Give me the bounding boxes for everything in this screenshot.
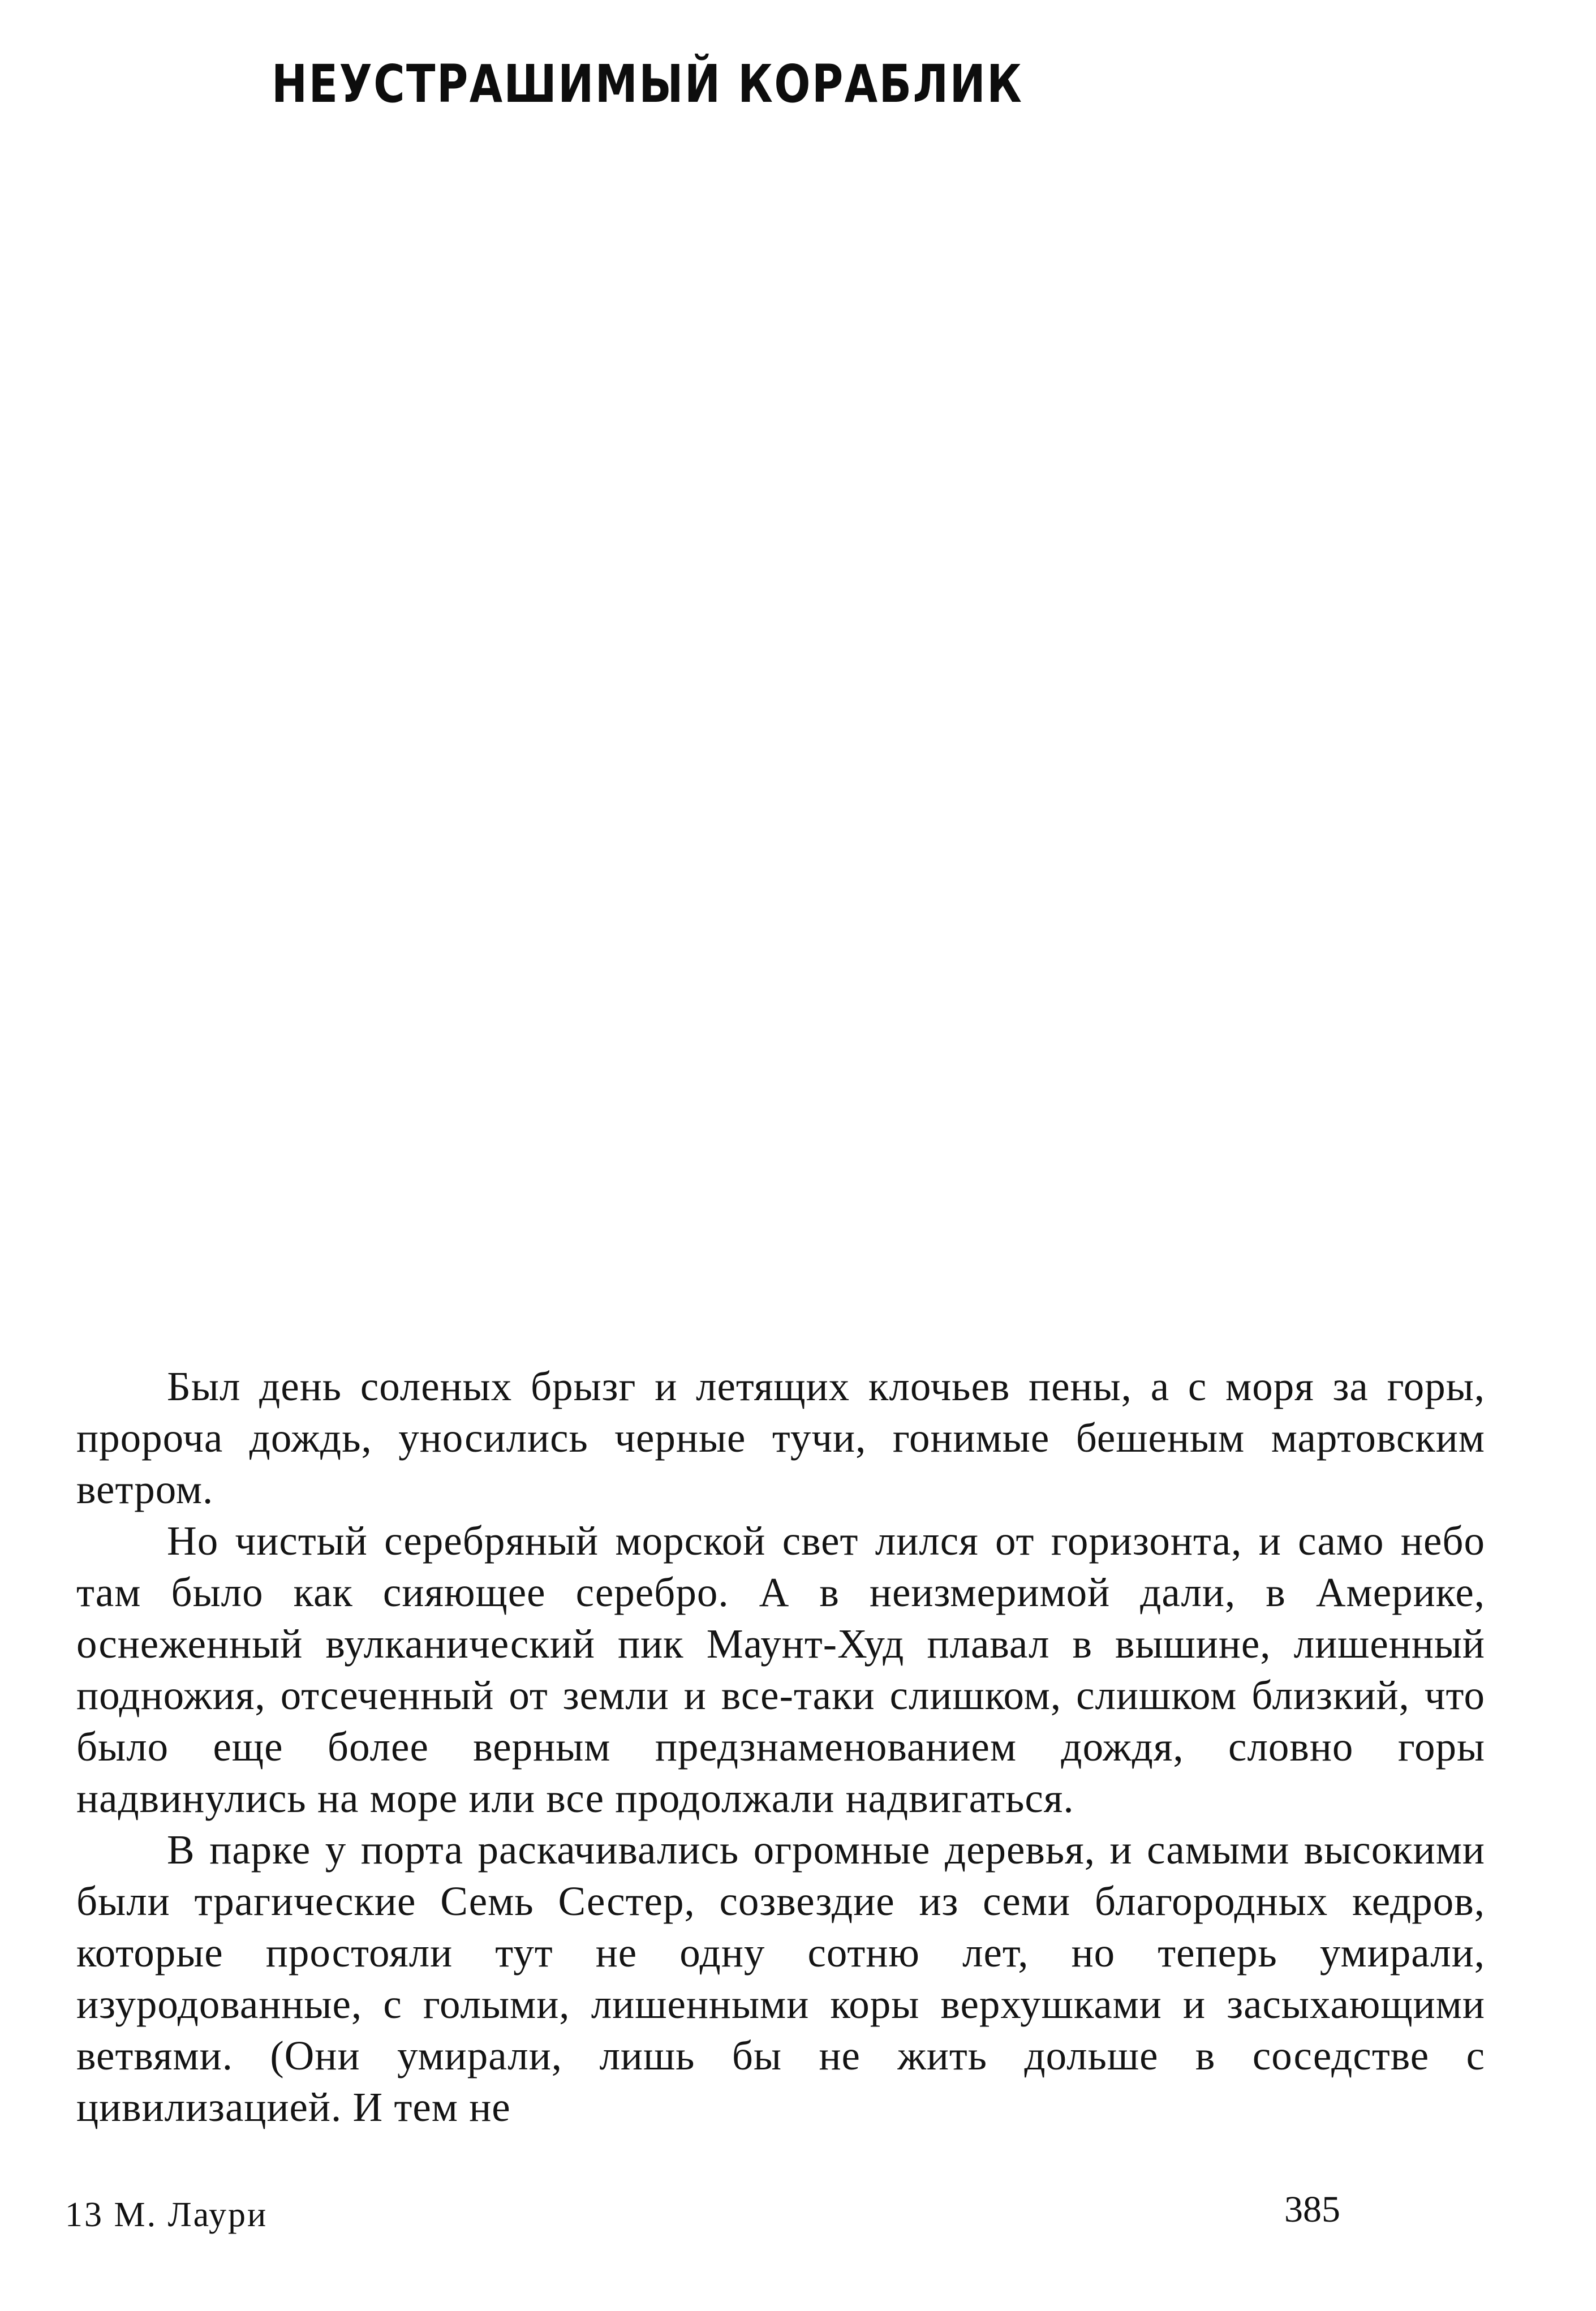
paragraph-2: Но чистый серебряный морской свет лился от горизонта, и само небо там было как сияющее серебро. А в неизмеримой дали, в Америке, оснеженный вулканический пик Маунт-Худ плавал в вышине, лишенный подножия, отсеченный от земли и все-таки слишком, слишком близкий, что было еще более верным предзнаменованием дождя, словно горы надвинулись на море или все продолжали надвигаться. (76, 1518, 1485, 1821)
printer-signature: 13 М. Лаури (65, 2196, 268, 2234)
body-text (76, 1361, 1485, 2133)
paragraph-1: Был день соленых брызг и летящих клочьев пены, а с моря за горы, пророча дождь, уносились черные тучи, гонимые бешеным мартовским ветром. (76, 1363, 1485, 1512)
paragraph-3: В парке у порта раскачивались огромные деревья, и самыми высокими были трагические Семь Сестер, созвездие из семи благородных кедров, которые простояли тут не одну сотню лет, но теперь умирали, изуродованные, с голыми, лишенными коры верхушками и засыхающими ветвями. (Они умирали, лишь бы не жить дольше в соседстве с цивилизацией. И тем не (76, 1827, 1485, 2130)
page-title: НЕУСТРАШИМЫЙ КОРАБЛИК (272, 54, 1023, 114)
page-number: 385 (1284, 2189, 1340, 2230)
